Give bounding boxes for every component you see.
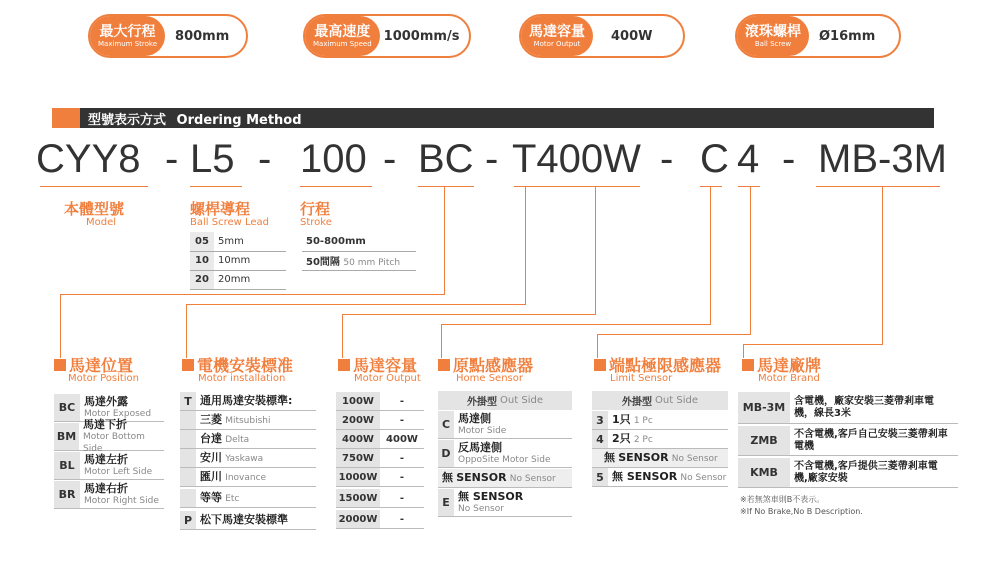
limit-en-text: 2 Pc: [633, 434, 653, 445]
ordering-method-bar: [52, 108, 934, 128]
limit-key: 5: [592, 468, 608, 486]
home-zh-text: 反馬達側: [458, 440, 502, 454]
code-lead: L5: [190, 137, 235, 181]
position-key: BM: [54, 423, 79, 450]
install-zh-text: 安川: [200, 450, 222, 464]
install-zh-text: 匯川: [200, 469, 222, 483]
table-row: [336, 392, 424, 411]
install-key: T: [180, 392, 196, 410]
code-stroke: 100: [300, 137, 367, 181]
home-zh: 原點感應器: [453, 356, 534, 375]
table-row: [438, 469, 572, 488]
code-dash: -: [165, 137, 179, 181]
code-underline: [40, 186, 148, 187]
spec-max-stroke: [88, 14, 248, 58]
brand-key: KMB: [738, 458, 790, 487]
limit-en: Limit Sensor: [610, 373, 673, 384]
ordering-title: [88, 109, 302, 128]
home-header-zh: 外掛型: [467, 397, 498, 408]
home-en-text: No Sensor: [458, 503, 504, 514]
spec-value: Ø16mm: [819, 28, 876, 44]
limit-zh-text: SENSOR: [618, 450, 669, 464]
install-en-text: Delta: [225, 434, 250, 445]
connector-line: [597, 334, 751, 335]
stroke-label: 行程: [300, 200, 331, 218]
limit-square: [594, 359, 606, 371]
install-desc: [196, 414, 270, 427]
stroke-table: [302, 232, 416, 271]
table-row: [180, 430, 316, 449]
output-alt: -: [399, 471, 405, 483]
brand-zh: 馬達廠牌: [757, 356, 822, 375]
spec-en: Maximum Speed: [313, 39, 372, 48]
limit-header: [592, 391, 728, 410]
brand-desc: 含電機，廠家安裝三菱帶剎車電機，線長3米: [794, 395, 934, 419]
spec-tag: [521, 16, 593, 56]
code-dash: -: [258, 137, 272, 181]
table-row: [438, 489, 572, 517]
install-desc: [196, 514, 288, 527]
lead-key: 20: [190, 270, 214, 289]
install-desc: [196, 452, 263, 465]
code-brand: MB-3M: [818, 137, 947, 181]
home-zh-text: 無 SENSOR: [458, 489, 524, 503]
output-value: 750W: [336, 449, 380, 467]
limit-en-text: No Sensor: [680, 472, 727, 483]
limit-desc: [608, 471, 726, 484]
install-zh: 電機安裝標准: [197, 356, 294, 375]
limit-desc: [608, 433, 653, 446]
connector-line: [60, 294, 61, 358]
table-row: [54, 417, 164, 454]
table-row: [180, 411, 316, 430]
install-en-text: Mitsubishi: [225, 415, 271, 426]
position-desc: [80, 483, 159, 507]
install-key: [180, 449, 196, 467]
lead-label: 螺桿導程: [190, 200, 251, 218]
home-en-text: Motor Side: [458, 425, 507, 436]
connector-line: [60, 294, 445, 295]
position-en-text: Motor Exposed: [84, 408, 152, 419]
limit-zh-text: 1只: [612, 412, 631, 426]
position-zh-text: 馬達下折: [83, 417, 127, 431]
table-row: [180, 449, 316, 468]
code-dash: -: [660, 137, 674, 181]
install-en-text: Etc: [225, 493, 240, 504]
table-row: [190, 270, 286, 289]
brand-key: ZMB: [738, 426, 790, 455]
table-row: [738, 458, 958, 488]
limit-desc: [592, 452, 718, 465]
position-zh-text: 馬達右折: [84, 481, 128, 495]
connector-line: [444, 186, 445, 294]
table-row: [180, 392, 316, 411]
position-desc: [79, 419, 164, 455]
table-row: [336, 411, 424, 430]
install-desc: [196, 492, 239, 505]
table-row: [592, 468, 728, 487]
output-value: 200W: [336, 411, 380, 429]
connector-line: [441, 324, 711, 325]
spec-zh: 馬達容量: [529, 23, 585, 40]
output-alt: -: [399, 513, 405, 525]
home-en-text: OppoSite Motor Side: [458, 454, 551, 465]
output-alt: -: [399, 492, 405, 504]
position-en-text: Motor Left Side: [84, 466, 153, 477]
table-row: [180, 511, 316, 530]
table-row: [336, 430, 424, 449]
limit-header-zh: 外掛型: [622, 397, 653, 408]
install-zh-text: 通用馬達安裝標準:: [200, 393, 293, 407]
table-row: [592, 411, 728, 430]
table-row: [302, 251, 416, 270]
spec-en: Ball Screw: [754, 39, 792, 48]
code-dash: -: [782, 137, 796, 181]
spec-tag: [90, 16, 165, 56]
position-key: BL: [54, 452, 80, 479]
model-label-en: Model: [86, 217, 117, 228]
spec-value: 1000mm/s: [383, 28, 460, 44]
home-en: Home Sensor: [456, 373, 523, 384]
limit-en-text: No Sensor: [671, 453, 718, 464]
connector-line: [525, 186, 526, 304]
limit-desc: [608, 414, 653, 427]
brand-square: [742, 359, 754, 371]
install-key: [180, 489, 196, 507]
position-key: BR: [54, 481, 80, 508]
connector-line: [750, 186, 751, 334]
home-key: C: [438, 411, 454, 438]
position-square: [54, 359, 66, 371]
connector-line: [710, 186, 711, 324]
connector-line: [882, 186, 883, 344]
output-alt: -: [399, 414, 405, 426]
lead-key: 10: [190, 251, 214, 270]
install-en: Motor installation: [198, 373, 286, 384]
code-output: T400W: [512, 137, 641, 181]
output-value: 2000W: [336, 510, 380, 528]
code-underline: [700, 186, 722, 187]
home-header: [438, 391, 572, 410]
table-row: [54, 481, 164, 509]
position-zh-text: 馬達左折: [84, 452, 128, 466]
brand-en: Motor Brand: [758, 373, 820, 384]
spec-ball-screw: [735, 14, 901, 58]
stroke-value: [302, 251, 416, 270]
output-value: 400W: [336, 430, 380, 448]
home-desc: [454, 442, 551, 466]
position-en-text: Motor Right Side: [84, 495, 159, 506]
output-alt: 400W: [386, 433, 418, 445]
code-underline: [418, 186, 474, 187]
table-row: [592, 430, 728, 449]
limit-zh: 端點極限感應器: [609, 356, 722, 375]
spec-en: Maximum Stroke: [98, 39, 158, 48]
stroke-label-en: Stroke: [300, 217, 332, 228]
ordering-square: [52, 108, 80, 128]
code-underline: [514, 186, 640, 187]
table-row: [438, 440, 572, 468]
install-desc: [196, 395, 292, 408]
output-value: 1000W: [336, 468, 380, 486]
stroke-text: 50-800mm: [306, 235, 366, 247]
code-dash: -: [485, 137, 499, 181]
install-square: [182, 359, 194, 371]
lead-label-en: Ball Screw Lead: [190, 217, 269, 228]
home-desc: [454, 491, 523, 515]
lead-table: [190, 232, 286, 290]
spec-en: Motor Output: [533, 39, 581, 48]
stroke-text: 50間隔: [306, 257, 340, 268]
table-row: [438, 411, 572, 439]
install-desc: [196, 433, 249, 446]
stroke-value: [302, 232, 416, 251]
output-square: [338, 359, 350, 371]
position-key: BC: [54, 394, 80, 421]
lead-key: 05: [190, 232, 214, 251]
output-zh: 馬達容量: [353, 356, 418, 375]
home-square: [438, 359, 450, 371]
table-row: [592, 449, 728, 468]
code-sensor: C: [700, 137, 729, 181]
spec-value: 800mm: [175, 28, 230, 44]
connector-line: [342, 314, 343, 358]
table-row: [336, 468, 424, 487]
table-row: [54, 452, 164, 480]
limit-header-en: Out Side: [655, 395, 698, 406]
limit-key-text: 無: [604, 450, 615, 464]
spec-motor-output: [519, 14, 685, 58]
table-row: [302, 232, 416, 251]
install-zh-text: 三菱: [200, 412, 222, 426]
position-en: Motor Position: [68, 373, 140, 384]
code-position: BC: [418, 137, 474, 181]
home-key: E: [438, 489, 454, 516]
home-key: D: [438, 440, 454, 467]
table-row: [738, 426, 958, 456]
home-en-text: No Sensor: [509, 473, 556, 484]
spec-zh: 滾珠螺桿: [745, 23, 801, 40]
connector-line: [743, 344, 883, 345]
position-desc: [80, 454, 152, 478]
code-underline: [816, 186, 940, 187]
model-label: 本體型號: [64, 200, 125, 218]
position-zh-text: 馬達外露: [84, 394, 128, 408]
install-key: [180, 430, 196, 448]
install-key: P: [180, 511, 196, 529]
install-zh-text: 等等: [200, 490, 222, 504]
table-row: [180, 489, 316, 508]
limit-zh-text: 無 SENSOR: [612, 469, 678, 483]
install-en-text: Inovance: [225, 472, 267, 483]
position-zh: 馬達位置: [69, 356, 134, 375]
lead-value: 20mm: [214, 270, 286, 289]
limit-zh-text: 2只: [612, 431, 631, 445]
spec-value: 400W: [611, 28, 653, 44]
connector-line: [186, 304, 526, 305]
spec-zh: 最高速度: [314, 23, 371, 40]
install-zh-text: 松下馬達安裝標準: [200, 512, 288, 526]
limit-key: 4: [592, 430, 608, 448]
output-alt: -: [399, 395, 405, 407]
code-limit: 4: [737, 137, 760, 181]
home-zh-text: 馬達側: [458, 411, 491, 425]
connector-line: [342, 314, 596, 315]
spec-tag: [305, 16, 380, 56]
code-underline: [300, 186, 372, 187]
lead-value: 10mm: [214, 251, 286, 270]
ordering-en: Ordering Method: [176, 113, 302, 128]
install-zh-text: 台達: [200, 431, 222, 445]
table-row: [336, 489, 424, 508]
limit-key: 3: [592, 411, 608, 429]
install-desc: [196, 471, 266, 484]
home-key-text: 無: [442, 470, 453, 484]
limit-en-text: 1 Pc: [633, 415, 653, 426]
table-row: [180, 468, 316, 487]
output-value: 1500W: [336, 489, 380, 507]
table-row: [336, 510, 424, 529]
brand-key: MB-3M: [738, 392, 790, 423]
code-underline: [738, 186, 760, 187]
spec-max-speed: [303, 14, 471, 58]
install-key: [180, 411, 196, 429]
code-underline: [190, 186, 242, 187]
table-row: [738, 392, 958, 424]
output-value: 100W: [336, 392, 380, 410]
code-model: CYY8: [36, 137, 141, 181]
stroke-sub: 50 mm Pitch: [343, 258, 401, 268]
connector-line: [186, 304, 187, 358]
home-header-en: Out Side: [500, 395, 543, 406]
table-row: [336, 449, 424, 468]
lead-value: 5mm: [214, 232, 286, 251]
table-row: [190, 251, 286, 270]
home-desc: [454, 413, 506, 437]
brand-note-en: ※If No Brake,No B Description.: [740, 507, 863, 516]
install-key: [180, 468, 196, 486]
position-en-text: Motor Bottom Side: [83, 431, 145, 454]
position-desc: [80, 396, 151, 420]
ordering-zh: 型號表示方式: [88, 113, 167, 128]
output-alt: -: [399, 452, 405, 464]
brand-desc: 不含電機,客戶自己安裝三菱帶剎車電機: [794, 428, 948, 452]
brand-note-zh: ※若無煞車則B不表示。: [740, 495, 825, 504]
output-en: Motor Output: [354, 373, 421, 384]
connector-line: [595, 186, 596, 314]
spec-tag: [737, 16, 809, 56]
code-dash: -: [383, 137, 397, 181]
table-row: [190, 232, 286, 251]
home-zh-text: SENSOR: [456, 470, 507, 484]
home-desc: [438, 472, 556, 485]
brand-desc: 不含電機,客戶提供三菱帶剎車電機,廠家安裝: [794, 460, 938, 484]
spec-zh: 最大行程: [99, 23, 156, 40]
install-en-text: Yaskawa: [225, 453, 264, 464]
